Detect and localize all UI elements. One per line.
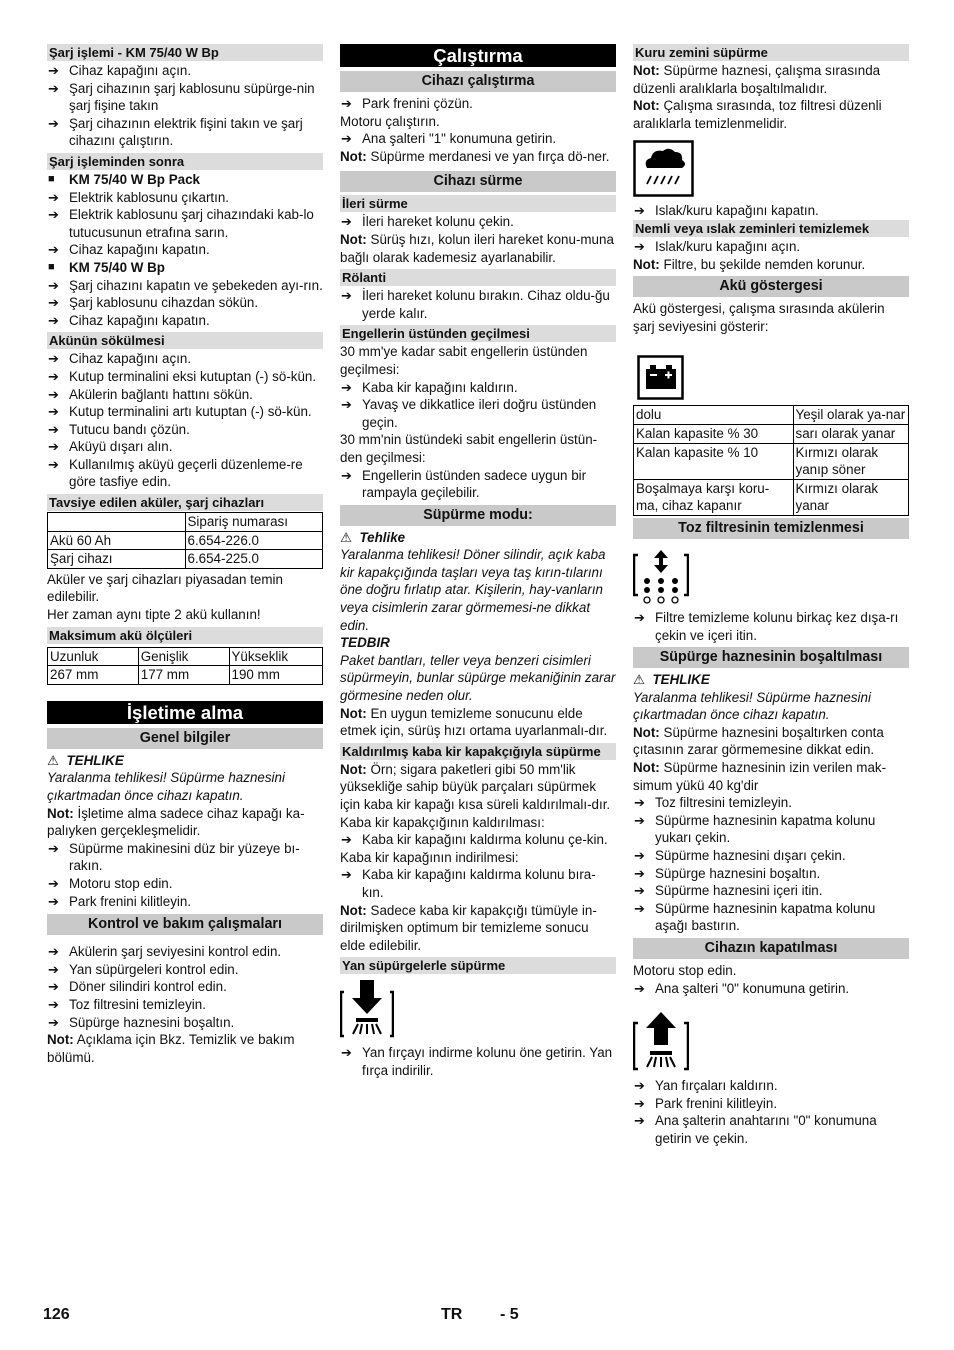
- arrow-icon: ➔: [48, 207, 59, 223]
- list-item: ➔ Süpürme haznesinin kapatma kolunu yukarı çekin.: [634, 812, 876, 846]
- section-heading: Kontrol ve bakım çalışmaları: [47, 914, 323, 935]
- side-brush-raise-icon: [633, 1011, 689, 1073]
- arrow-icon: ➔: [341, 467, 352, 483]
- list-item: ➔ Kaba kir kapağını kaldırma kolunu çe-kin.: [341, 832, 608, 848]
- list-item: ➔ Park frenini kilitleyin.: [634, 1095, 778, 1111]
- list-item: ➔ Kutup terminalini artı kutuptan (-) sö-kün.: [48, 404, 312, 420]
- list-item: ➔ Toz filtresini temizleyin.: [48, 996, 206, 1012]
- arrow-icon: ➔: [634, 900, 645, 916]
- section-heading: Rölanti: [340, 269, 616, 286]
- list-item: ➔ İleri hareket kolunu çekin.: [341, 214, 514, 230]
- arrow-icon: ➔: [48, 115, 59, 131]
- note: Not: Sadece kaba kir kapakçığı tümüyle in-dirilmişken optimum bir temizleme sonucu elde edilebilir.: [340, 902, 597, 953]
- arrow-icon: ➔: [341, 397, 352, 413]
- warning-label: ⚠ TEHLIKE: [47, 752, 124, 768]
- list-item: ➔ Süpürge haznesini boşaltın.: [48, 1014, 235, 1030]
- list-item: ➔ Cihaz kapağını açın.: [48, 63, 192, 78]
- battery-indicator-icon: [637, 355, 687, 401]
- arrow-icon: ➔: [48, 386, 59, 402]
- arrow-icon: ➔: [48, 1014, 59, 1030]
- page-number: 126: [43, 1306, 70, 1323]
- list-item: ➔ Cihaz kapağını kapatın.: [48, 312, 210, 328]
- arrow-icon: ➔: [634, 609, 645, 625]
- paragraph: 30 mm'ye kadar sabit engellerin üstünden geçilmesi:: [340, 344, 588, 377]
- list-item: ➔ Kaba kir kapağını kaldırın.: [341, 379, 518, 395]
- warning-icon: ⚠: [633, 672, 646, 688]
- warning-text: Yaralanma tehlikesi! Döner silindir, açık kaba kir kapakçığında taşları veya taş kırın-tılarını öne doğru fırlatıp atar. Kişilerin, hay-vanların veya cisimlerin zarar görmemesi-ne dikkat edin.: [340, 547, 606, 633]
- arrow-icon: ➔: [634, 980, 645, 996]
- column-2: [340, 44, 616, 1080]
- list-item: ➔ Süpürme haznesini içeri itin.: [634, 883, 823, 899]
- arrow-icon: ➔: [48, 439, 59, 455]
- arrow-icon: ➔: [634, 203, 645, 219]
- list-item: ➔ Süpürme haznesini dışarı çekin.: [634, 848, 846, 864]
- arrow-icon: ➔: [48, 312, 59, 328]
- note: Not: Sürüş hızı, kolun ileri hareket konu-muna bağlı olarak kademesiz ayarlanabilir.: [340, 231, 614, 265]
- section-heading: Süpürme modu:: [340, 505, 616, 526]
- list-item: ➔ Yan süpürgeleri kontrol edin.: [48, 961, 239, 977]
- list-item: ➔ Yavaş ve dikkatlice ileri doğru üstünden geçin.: [341, 397, 597, 430]
- section-heading: Kaldırılmış kaba kir kapakçığıyla süpürme: [340, 743, 616, 760]
- list-item: ➔ Cihaz kapağını açın.: [48, 351, 192, 367]
- section-heading: Cihazı sürme: [340, 171, 616, 192]
- battery-indicator-table: [633, 405, 909, 516]
- section-heading: Tavsiye edilen aküler, şarj cihazları: [47, 494, 323, 511]
- table-row: Kalan kapasite % 10 Kırmızı olarak yanıp söner: [634, 443, 909, 479]
- list-item: ➔ Akülerin şarj seviyesini kontrol edin.: [48, 944, 282, 960]
- list-item: ➔ Elektrik kablosunu çıkartın.: [48, 189, 230, 205]
- section-heading: Cihazın kapatılması: [633, 938, 909, 959]
- arrow-icon: ➔: [341, 214, 352, 230]
- list-item: ➔ Döner silindiri kontrol edin.: [48, 979, 227, 995]
- note: Not: Açıklama için Bkz. Temizlik ve bakım bölümü.: [47, 1032, 295, 1065]
- arrow-icon: ➔: [48, 961, 59, 977]
- arrow-icon: ➔: [48, 456, 59, 472]
- note: Not: Örn; sigara paketleri gibi 50 mm'lik yüksekliğe sahip büyük parçaları süpürmek için kaba kir kapağı kısa süreli kaldırılmalı-dır.: [340, 761, 611, 812]
- note: Not: Süpürme haznesi, çalışma sırasında düzenli aralıklarla boşaltılmalıdır.: [633, 63, 881, 96]
- list-item: ■ KM 75/40 W Bp: [48, 259, 165, 275]
- arrow-icon: ➔: [48, 979, 59, 995]
- table-row: Akü 60 Ah 6.654-226.0: [48, 531, 323, 550]
- arrow-icon: ➔: [48, 63, 59, 78]
- arrow-icon: ➔: [634, 238, 645, 254]
- list-item: ➔ Islak/kuru kapağını kapatın.: [634, 203, 819, 219]
- arrow-icon: ➔: [48, 189, 59, 205]
- list-item: ➔ Ana şalterin anahtarını "0" konumuna getirin ve çekin.: [634, 1113, 877, 1146]
- sub-page-number: - 5: [500, 1306, 519, 1323]
- note: Not: İşletime alma sadece cihaz kapağı ka-palıyken gerçekleşmelidir.: [47, 805, 305, 839]
- section-heading: Engellerin üstünden geçilmesi: [340, 325, 616, 342]
- section-heading: Şarj işleminden sonra: [47, 153, 323, 170]
- section-heading: Toz filtresinin temizlenmesi: [633, 518, 909, 539]
- arrow-icon: ➔: [48, 840, 59, 856]
- list-item: ➔ Motoru stop edin.: [48, 875, 173, 891]
- arrow-icon: ➔: [48, 893, 59, 909]
- list-item: ➔ Tutucu bandı çözün.: [48, 421, 190, 437]
- list-item: ➔ Filtre temizleme kolunu birkaç kez dışa-rı çekin ve içeri itin.: [634, 609, 899, 643]
- list-item: ➔ İleri hareket kolunu bırakın. Cihaz oldu-ğu yerde kalır.: [341, 288, 610, 321]
- arrow-icon: ➔: [634, 883, 645, 899]
- list-item: ➔ Islak/kuru kapağını açın.: [634, 238, 801, 254]
- note: Not: Çalışma sırasında, toz filtresi düzenli aralıklarla temizlenmelidir.: [633, 98, 882, 131]
- list-item: ■ KM 75/40 W Bp Pack: [48, 171, 200, 187]
- table-row: Kalan kapasite % 30 sarı olarak yanar: [634, 424, 909, 443]
- list-item: ➔ Yan fırçayı indirme kolunu öne getirin. Yan fırça indirilir.: [341, 1045, 613, 1078]
- chapter-heading: Çalıştırma: [340, 44, 616, 67]
- arrow-icon: ➔: [48, 996, 59, 1012]
- arrow-icon: ➔: [48, 295, 59, 311]
- arrow-icon: ➔: [634, 1095, 645, 1111]
- side-brush-lower-icon: [340, 978, 394, 1040]
- arrow-icon: ➔: [634, 812, 645, 828]
- section-heading: İleri sürme: [340, 195, 616, 212]
- language-code: TR: [441, 1306, 463, 1323]
- list-item: ➔ Cihaz kapağını kapatın.: [48, 242, 210, 258]
- arrow-icon: ➔: [48, 242, 59, 258]
- chapter-heading: İşletime alma: [47, 701, 323, 724]
- note: Not: Süpürme haznesinin izin verilen mak-simum yükü 40 kg'dir: [633, 760, 887, 793]
- section-heading: Maksimum akü ölçüleri: [47, 627, 323, 644]
- column-3: [633, 44, 909, 1148]
- arrow-icon: ➔: [48, 944, 59, 960]
- arrow-icon: ➔: [48, 351, 59, 367]
- arrow-icon: ➔: [341, 288, 352, 304]
- paragraph: Her zaman aynı tipte 2 akü kullanın!: [47, 607, 261, 623]
- warning-text: Yaralanma tehlikesi! Süpürme haznesini çıkartmadan önce cihazı kapatın.: [47, 770, 285, 803]
- list-item: ➔ Ana şalteri "0" konumuna getirin.: [634, 980, 850, 996]
- list-item: ➔ Süpürge haznesini boşaltın.: [634, 865, 821, 881]
- list-item: ➔ Elektrik kablosunu şarj cihazındaki kab-lo tutucusunun etrafına sarın.: [48, 207, 314, 240]
- list-item: ➔ Şarj kablosunu cihazdan sökün.: [48, 295, 259, 311]
- paragraph: Akü göstergesi, çalışma sırasında akülerin şarj seviyesini gösterir:: [633, 301, 885, 334]
- section-heading: Yan süpürgelerle süpürme: [340, 957, 616, 974]
- square-bullet-icon: ■: [48, 260, 55, 273]
- note: Not: Süpürme haznesini boşaltırken conta çıtasının zarar görmemesine dikkat edin.: [633, 724, 884, 758]
- caution-label: TEDBIR: [340, 635, 390, 651]
- list-item: ➔ Kaba kir kapağını kaldırma kolunu bıra-kın.: [341, 867, 596, 900]
- list-item: ➔ Toz filtresini temizleyin.: [634, 795, 792, 811]
- paragraph: Aküler ve şarj cihazları piyasadan temin edilebilir.: [47, 571, 283, 605]
- filter-cleaning-icon: [633, 549, 689, 605]
- table-header: Sipariş numarası: [185, 513, 323, 532]
- list-item: ➔ Şarj cihazını kapatın ve şebekeden ayı-rın.: [48, 277, 323, 293]
- list-item: ➔ Akülerin bağlantı hattını sökün.: [48, 386, 253, 402]
- warning-text: Yaralanma tehlikesi! Süpürme haznesini çıkartmadan önce cihazı kapatın.: [633, 689, 871, 723]
- warning-label: ⚠ TEHLIKE: [633, 672, 710, 688]
- wet-dry-flap-icon: [633, 140, 695, 198]
- warning-icon: ⚠: [47, 752, 60, 768]
- list-item: ➔ Şarj cihazının şarj kablosunu süpürge-nin şarj fişine takın: [48, 80, 315, 114]
- arrow-icon: ➔: [48, 277, 59, 293]
- list-item: ➔ Süpürme haznesinin kapatma kolunu aşağı bastırın.: [634, 900, 876, 934]
- paragraph: Motoru stop edin.: [633, 963, 737, 978]
- list-item: ➔ Süpürme makinesini düz bir yüzeye bı-rakın.: [48, 840, 300, 874]
- column-1: [47, 44, 323, 1066]
- arrow-icon: ➔: [341, 96, 352, 111]
- list-item: ➔ Aküyü dışarı alın.: [48, 439, 173, 455]
- arrow-icon: ➔: [634, 865, 645, 881]
- list-item: ➔ Kutup terminalini eksi kutuptan (-) sö-kün.: [48, 368, 317, 384]
- warning-label: ⚠ Tehlike: [340, 529, 406, 545]
- section-heading: Cihazı çalıştırma: [340, 71, 616, 92]
- arrow-icon: ➔: [48, 80, 59, 96]
- arrow-icon: ➔: [634, 1113, 645, 1129]
- list-item: ➔ Park frenini kilitleyin.: [48, 893, 192, 909]
- section-heading: Akü göstergesi: [633, 276, 909, 297]
- table-row: 267 mm 177 mm 190 mm: [48, 666, 323, 685]
- section-heading: Nemli veya ıslak zeminleri temizlemek: [633, 220, 909, 237]
- battery-dimensions-table: Uzunluk Genişlik Yükseklik 267 mm 177 mm 190 mm: [47, 647, 323, 685]
- arrow-icon: ➔: [48, 875, 59, 891]
- list-item: ➔ Engellerin üstünden sadece uygun bir rampayla geçilebilir.: [341, 467, 587, 501]
- list-item: ➔ Ana şalteri "1" konumuna getirin.: [341, 131, 557, 147]
- section-heading: Kuru zemini süpürme: [633, 44, 909, 61]
- section-heading: Şarj işlemi - KM 75/40 W Bp: [47, 44, 323, 61]
- paragraph: 30 mm'nin üstündeki sabit engellerin üstün-den geçilmesi:: [340, 432, 598, 465]
- warning-icon: ⚠: [340, 529, 353, 545]
- arrow-icon: ➔: [48, 421, 59, 437]
- arrow-icon: ➔: [634, 848, 645, 864]
- paragraph: Kaba kir kapağının indirilmesi:: [340, 849, 519, 865]
- arrow-icon: ➔: [341, 832, 352, 848]
- list-item: ➔ Şarj cihazının elektrik fişini takın ve şarj cihazını çalıştırın.: [48, 115, 303, 149]
- caution-text: Paket bantları, teller veya benzeri cisimleri süpürmeyin, bunlar süpürge mekaniğinin zarar görmesine neden olur.: [340, 652, 616, 704]
- arrow-icon: ➔: [634, 1078, 645, 1094]
- arrow-icon: ➔: [341, 379, 352, 395]
- note: Not: En uygun temizleme sonucunu elde etmek için, sürüş hızı ortama uyarlanmalı-dır.: [340, 705, 608, 739]
- arrow-icon: ➔: [341, 1045, 352, 1061]
- table-row: dolu Yeşil olarak ya-nar: [634, 406, 909, 425]
- arrow-icon: ➔: [341, 867, 352, 883]
- table-row: Şarj cihazı 6.654-225.0: [48, 550, 323, 569]
- arrow-icon: ➔: [341, 131, 352, 147]
- paragraph: Motoru çalıştırın.: [340, 113, 440, 129]
- square-bullet-icon: ■: [48, 172, 55, 185]
- table-row: Boşalmaya karşı koru-ma, cihaz kapanır Kırmızı olarak yanar: [634, 479, 909, 515]
- arrow-icon: ➔: [48, 368, 59, 384]
- paragraph: Kaba kir kapakçığının kaldırılması:: [340, 814, 545, 830]
- recommended-batteries-table: [47, 512, 323, 569]
- arrow-icon: ➔: [634, 795, 645, 811]
- list-item: ➔ Kullanılmış aküyü geçerli düzenleme-re göre tasfiye edin.: [48, 456, 303, 490]
- section-heading: Süpürge haznesinin boşaltılması: [633, 647, 909, 668]
- note: Not: Süpürme merdanesi ve yan fırça dö-ner.: [340, 148, 610, 164]
- list-item: ➔ Park frenini çözün.: [341, 96, 473, 111]
- arrow-icon: ➔: [48, 404, 59, 420]
- section-heading: Genel bilgiler: [47, 728, 323, 749]
- section-heading: Akünün sökülmesi: [47, 332, 323, 349]
- list-item: ➔ Yan fırçaları kaldırın.: [634, 1078, 778, 1094]
- note: Not: Filtre, bu şekilde nemden korunur.: [633, 256, 866, 272]
